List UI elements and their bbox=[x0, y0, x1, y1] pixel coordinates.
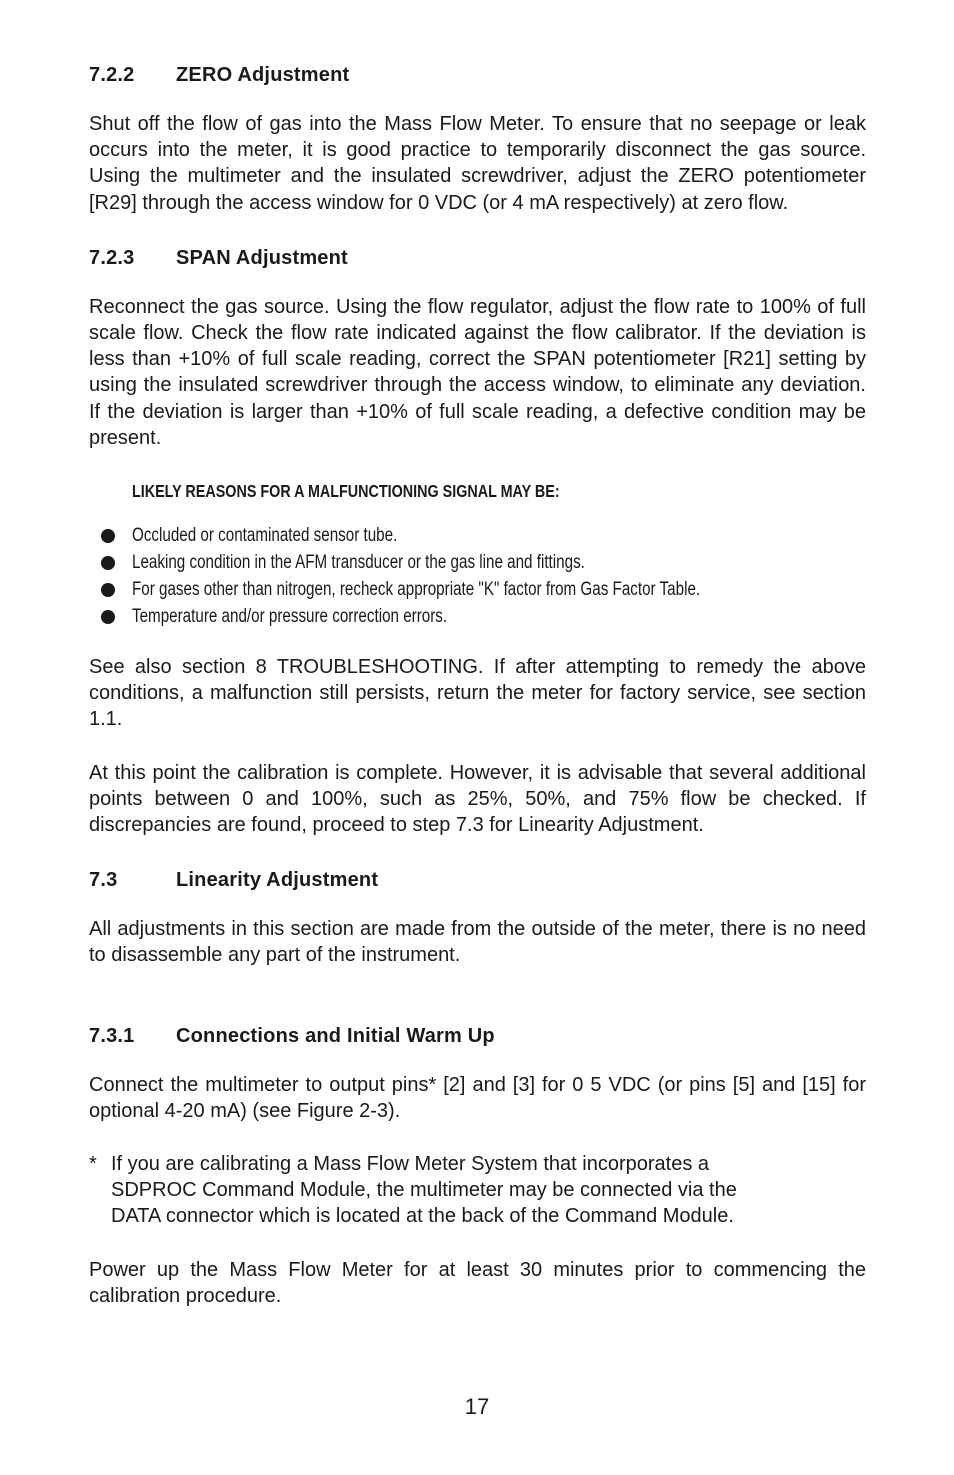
bullet-icon bbox=[101, 556, 115, 570]
section-number: 7.3.1 bbox=[89, 1024, 135, 1047]
list-item: Leaking condition in the AFM transducer or the gas line and fittings. bbox=[89, 549, 866, 576]
document-page bbox=[89, 60, 866, 1309]
section-number: 7.2.2 bbox=[89, 64, 135, 86]
malfunction-reasons-heading: LIKELY REASONS FOR A MALFUNCTIONING SIGNAL MAY BE: bbox=[132, 481, 560, 502]
section-number: 7.3 bbox=[89, 869, 118, 892]
connections-body: Connect the multimeter to output pins* [2] and [3] for 0 5 VDC (or pins [5] and [15] for optional 4-20 mA) (see Figure 2-3). bbox=[89, 1073, 866, 1122]
bullet-icon bbox=[101, 583, 115, 597]
zero-adjustment-body: Shut off the flow of gas into the Mass Flow Meter. To ensure that no seepage or leak occurs into the meter, it is good practice to temporarily disconnect the gas source. Using the multimeter and the insulated screwdriver, adjust the ZERO potentiometer [R29] through the access window for 0 VDC (or 4 mA respectively) at zero flow. bbox=[89, 113, 866, 214]
footnote-marker: * bbox=[89, 1153, 97, 1176]
span-adjustment-body: Reconnect the gas source. Using the flow regulator, adjust the flow rate to 100% of full scale flow. Check the flow rate indicated against the flow calibrator. If the deviation is less than +10% of full scale reading, correct the SPAN potentiometer [R21] setting by using the insulated screwdriver through the access window, to eliminate any deviation. If the deviation is larger than +10% of full scale reading, a defective condition may be present. bbox=[89, 295, 866, 449]
page-number: 17 bbox=[464, 1394, 490, 1419]
list-item: For gases other than nitrogen, recheck appropriate "K" factor from Gas Factor Table. bbox=[89, 576, 866, 603]
section-number: 7.2.3 bbox=[89, 246, 135, 269]
heading-linearity-adjustment bbox=[89, 865, 866, 895]
calibration-complete-paragraph: At this point the calibration is complete. However, it is advisable that several additional points between 0 and 100%, such as 25%, 50%, and 75% flow be checked. If discrepancies are found, proceed to step 7.3 for Linearity Adjustment. bbox=[89, 761, 866, 837]
malfunction-reasons-list bbox=[89, 522, 866, 630]
linearity-adjustment-body: All adjustments in this section are made from the outside of the meter, there is no need to disassemble any part of the instrument. bbox=[89, 918, 866, 967]
section-title: SPAN Adjustment bbox=[176, 246, 348, 269]
heading-connections-warm-up bbox=[89, 1021, 866, 1051]
section-title: Connections and Initial Warm Up bbox=[176, 1024, 495, 1047]
bullet-icon bbox=[101, 529, 115, 543]
footnote bbox=[89, 1151, 866, 1230]
power-up-paragraph: Power up the Mass Flow Meter for at least 30 minutes prior to commencing the calibration procedure. bbox=[89, 1258, 866, 1307]
footnote-text: If you are calibrating a Mass Flow Meter System that incorporates a SDPROC Command Module, the multimeter may be connected via the DATA connector which is located at the back of the Command Module. bbox=[111, 1153, 737, 1228]
list-item: Temperature and/or pressure correction errors. bbox=[89, 603, 866, 630]
section-title: Linearity Adjustment bbox=[176, 869, 379, 892]
see-also-paragraph: See also section 8 TROUBLESHOOTING. If after attempting to remedy the above conditions, a malfunction still persists, return the meter for factory service, see section 1.1. bbox=[89, 656, 866, 731]
section-title: ZERO Adjustment bbox=[176, 64, 350, 86]
list-item: Occluded or contaminated sensor tube. bbox=[89, 522, 866, 549]
heading-span-adjustment bbox=[89, 243, 866, 273]
heading-zero-adjustment bbox=[89, 60, 866, 90]
bullet-icon bbox=[101, 610, 115, 624]
